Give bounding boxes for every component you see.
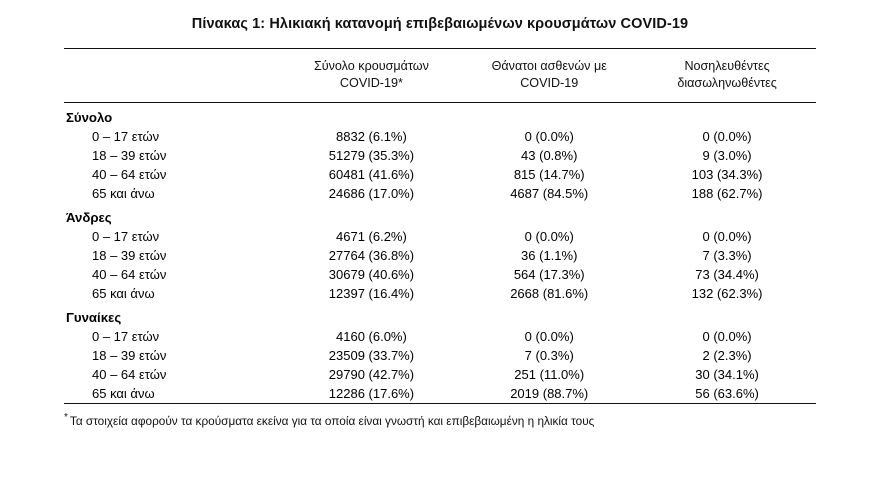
column-header-intubated bbox=[638, 49, 816, 103]
group-label-men: Άνδρες bbox=[66, 210, 112, 225]
row-label: 18 – 39 ετών bbox=[92, 248, 167, 263]
cell-cases: 12286 (17.6%) bbox=[328, 386, 415, 401]
cell-cases: 27764 (36.8%) bbox=[328, 248, 415, 263]
cell-intubated: 0 (0.0%) bbox=[702, 129, 752, 144]
table-row bbox=[64, 384, 816, 404]
row-label: 40 – 64 ετών bbox=[92, 167, 167, 182]
row-label: 40 – 64 ετών bbox=[92, 367, 167, 382]
cell-intubated: 103 (34.3%) bbox=[691, 167, 763, 182]
group-header-row bbox=[64, 103, 816, 128]
cell-deaths: 251 (11.0%) bbox=[514, 367, 585, 382]
cell-intubated: 30 (34.1%) bbox=[695, 367, 759, 382]
cell-deaths: 4687 (84.5%) bbox=[510, 186, 589, 201]
table-row bbox=[64, 327, 816, 346]
group-label-total: Σύνολο bbox=[66, 110, 113, 125]
row-label: 18 – 39 ετών bbox=[92, 148, 167, 163]
column-header-deaths-line2: COVID-19 bbox=[520, 76, 579, 90]
cell-deaths: 2019 (88.7%) bbox=[510, 386, 589, 401]
row-label: 0 – 17 ετών bbox=[92, 329, 160, 344]
table-row bbox=[64, 165, 816, 184]
cell-intubated: 9 (3.0%) bbox=[702, 148, 752, 163]
cell-cases: 60481 (41.6%) bbox=[328, 167, 415, 182]
table-header bbox=[64, 49, 816, 103]
row-label: 65 και άνω bbox=[92, 186, 155, 201]
table-body bbox=[64, 103, 816, 404]
table-row bbox=[64, 284, 816, 303]
group-header-row bbox=[64, 303, 816, 327]
table-footnote bbox=[64, 404, 816, 429]
cell-deaths: 0 (0.0%) bbox=[524, 329, 574, 344]
column-header-deaths-line1: Θάνατοι ασθενών με bbox=[491, 59, 607, 73]
cell-deaths: 815 (14.7%) bbox=[513, 167, 585, 182]
cell-intubated: 73 (34.4%) bbox=[695, 267, 759, 282]
row-label: 65 και άνω bbox=[92, 286, 155, 301]
table-row bbox=[64, 265, 816, 284]
cell-intubated: 188 (62.7%) bbox=[691, 186, 763, 201]
column-header-intubated-line1: Νοσηλευθέντες bbox=[684, 59, 770, 73]
row-label: 40 – 64 ετών bbox=[92, 267, 167, 282]
column-header-cases-line1: Σύνολο κρουσμάτων bbox=[313, 59, 429, 73]
footnote-marker: * bbox=[64, 412, 68, 423]
cell-cases: 29790 (42.7%) bbox=[328, 367, 415, 382]
cell-deaths: 43 (0.8%) bbox=[521, 148, 578, 163]
cell-intubated: 56 (63.6%) bbox=[695, 386, 759, 401]
cell-cases: 24686 (17.0%) bbox=[328, 186, 415, 201]
cell-cases: 51279 (35.3%) bbox=[328, 148, 415, 163]
row-label: 18 – 39 ετών bbox=[92, 348, 167, 363]
cell-intubated: 0 (0.0%) bbox=[702, 329, 752, 344]
cell-deaths: 564 (17.3%) bbox=[513, 267, 585, 282]
cell-cases: 4671 (6.2%) bbox=[336, 229, 407, 244]
cell-cases: 12397 (16.4%) bbox=[328, 286, 415, 301]
row-label: 65 και άνω bbox=[92, 386, 155, 401]
table-container bbox=[64, 32, 816, 404]
table-row bbox=[64, 127, 816, 146]
column-header-cases-line2: COVID-19* bbox=[339, 76, 403, 90]
cell-cases: 30679 (40.6%) bbox=[328, 267, 415, 282]
cell-intubated: 0 (0.0%) bbox=[702, 229, 752, 244]
table-row bbox=[64, 184, 816, 203]
cell-intubated: 7 (3.3%) bbox=[702, 248, 752, 263]
cell-deaths: 7 (0.3%) bbox=[524, 348, 574, 363]
row-label: 0 – 17 ετών bbox=[92, 129, 160, 144]
row-label: 0 – 17 ετών bbox=[92, 229, 160, 244]
cell-intubated: 132 (62.3%) bbox=[691, 286, 763, 301]
table-row bbox=[64, 146, 816, 165]
table-row bbox=[64, 365, 816, 384]
column-header-blank bbox=[64, 49, 283, 103]
footnote-text: Τα στοιχεία αφορούν τα κρούσματα εκείνα για τα οποία είναι γνωστή και επιβεβαιωμένη η ηλικία τους bbox=[69, 413, 595, 428]
group-label-women: Γυναίκες bbox=[66, 310, 122, 325]
page-title: Πίνακας 1: Ηλικιακή κατανομή επιβεβαιωμένων κρουσμάτων COVID-19 bbox=[191, 16, 689, 32]
cell-cases: 23509 (33.7%) bbox=[328, 348, 415, 363]
cell-deaths: 0 (0.0%) bbox=[524, 129, 574, 144]
table-row bbox=[64, 246, 816, 265]
table-row bbox=[64, 227, 816, 246]
header-row bbox=[64, 49, 816, 103]
column-header-cases bbox=[283, 49, 461, 103]
cell-cases: 4160 (6.0%) bbox=[336, 329, 407, 344]
cell-cases: 8832 (6.1%) bbox=[336, 129, 407, 144]
group-header-row bbox=[64, 203, 816, 227]
cell-deaths: 2668 (81.6%) bbox=[510, 286, 589, 301]
cell-intubated: 2 (2.3%) bbox=[702, 348, 752, 363]
age-distribution-table bbox=[64, 48, 816, 404]
cell-deaths: 36 (1.1%) bbox=[521, 248, 578, 263]
column-header-intubated-line2: διασωληνωθέντες bbox=[677, 76, 777, 90]
cell-deaths: 0 (0.0%) bbox=[524, 229, 574, 244]
column-header-deaths bbox=[460, 49, 638, 103]
table-row bbox=[64, 346, 816, 365]
